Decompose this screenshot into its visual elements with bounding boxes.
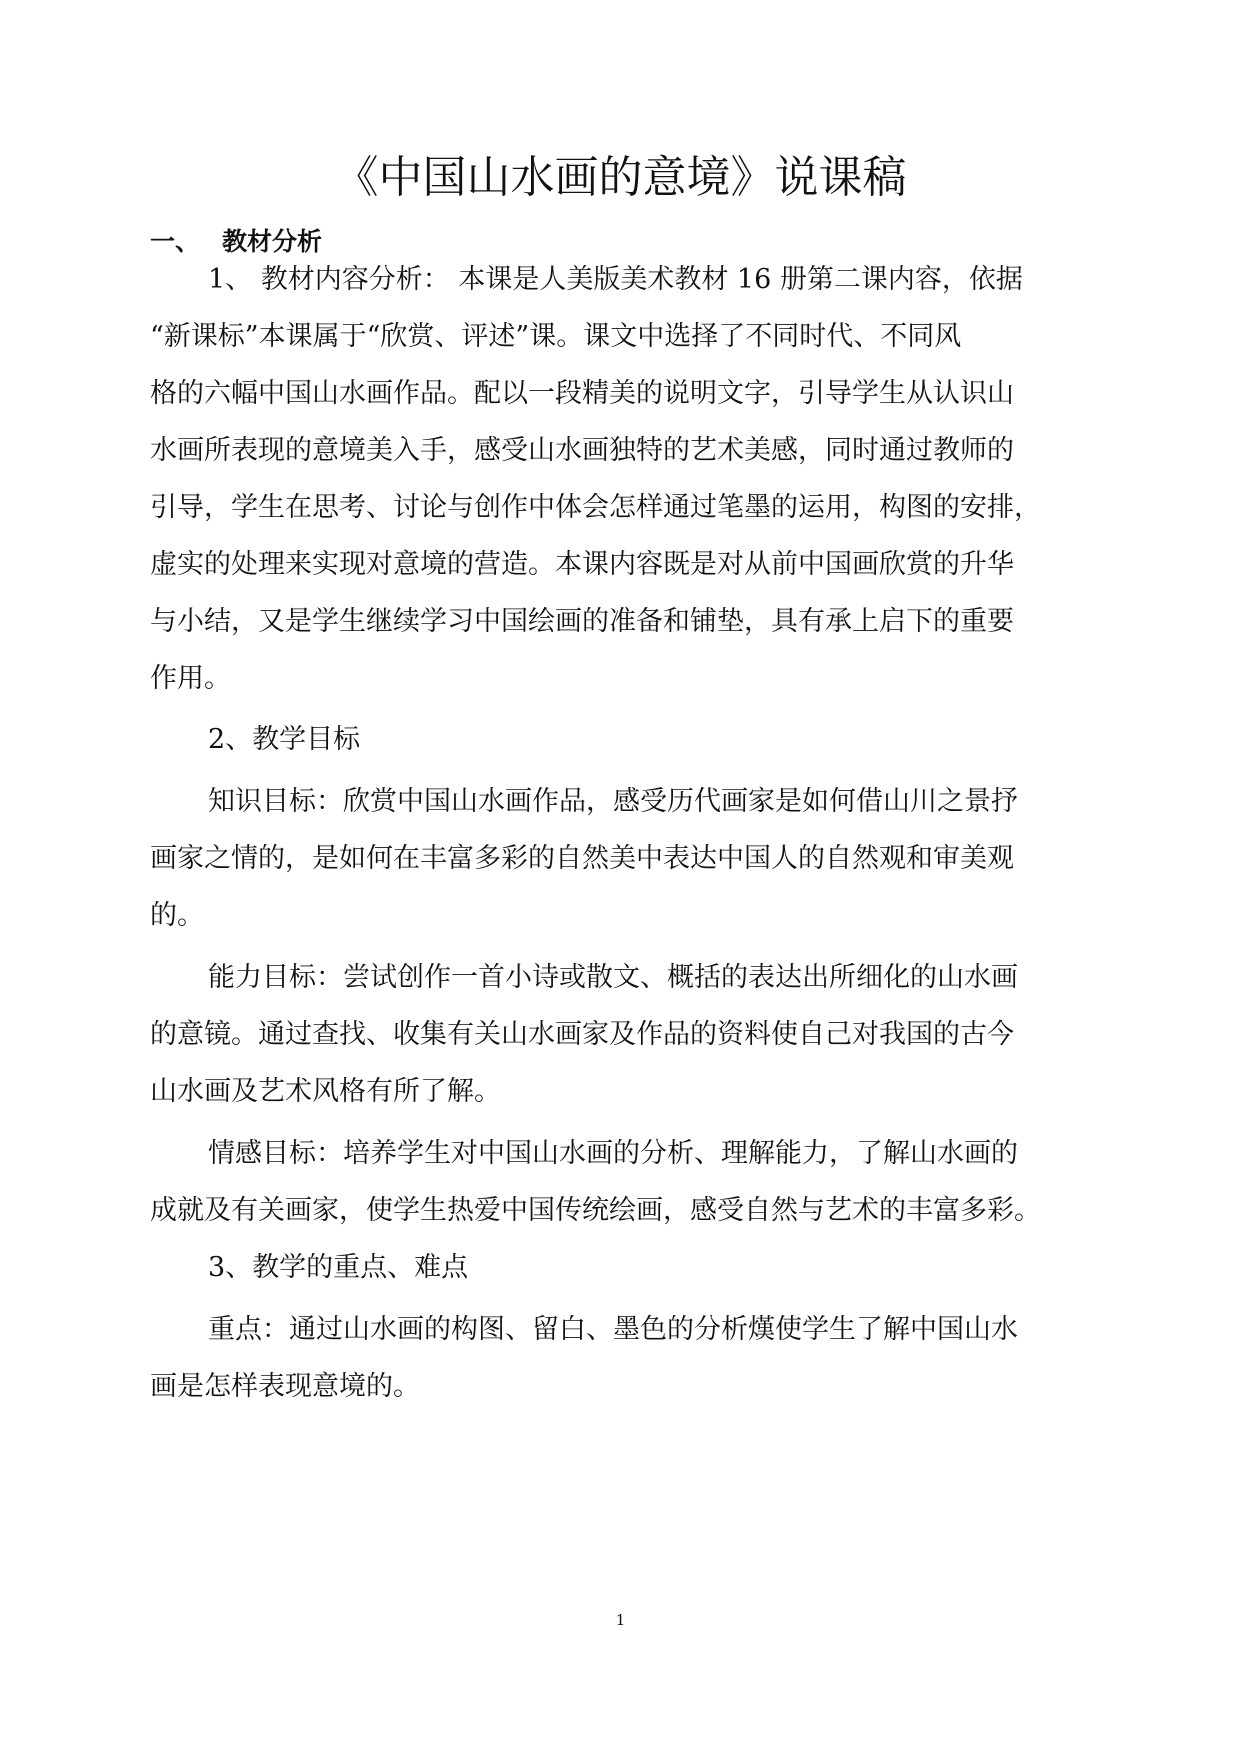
paragraph-line: 格的六幅中国山水画作品。配以一段精美的说明文字，引导学生从认识山 [150, 378, 1014, 409]
paragraph-line: 成就及有关画家，使学生热爱中国传统绘画，感受自然与艺术的丰富多彩。 [150, 1195, 1041, 1226]
paragraph-line: 能力目标：尝试创作一首小诗或散文、概括的表达出所细化的山水画 [208, 962, 1018, 993]
paragraph-line: 画是怎样表现意境的。 [150, 1371, 420, 1402]
paragraph-line: 重点：通过山水画的构图、留白、墨色的分析熯使学生了解中国山水 [208, 1314, 1018, 1345]
paragraph-line: 1、 教材内容分析： 本课是人美版美术教材 16 册第二课内容，依据 [208, 264, 1023, 295]
subheading-teaching-goals: 2、教学目标 [208, 724, 361, 755]
paragraph-line: 山水画及艺术风格有所了解。 [150, 1076, 501, 1107]
paragraph-line: 虚实的处理来实现对意境的营造。本课内容既是对从前中国画欣赏的升华 [150, 549, 1014, 580]
paragraph-line: 画家之情的，是如何在丰富多彩的自然美中表达中国人的自然观和审美观 [150, 843, 1014, 874]
page-number: 1 [615, 1611, 626, 1629]
paragraph-line: 知识目标：欣赏中国山水画作品，感受历代画家是如何借山川之景抒 [208, 786, 1018, 817]
paragraph-line: 与小结，又是学生继续学习中国绘画的准备和铺垫，具有承上启下的重要 [150, 606, 1014, 637]
paragraph-line: 水画所表现的意境美入手，感受山水画独特的艺术美感，同时通过教师的 [150, 435, 1014, 466]
paragraph-line: 作用。 [150, 663, 231, 694]
paragraph-line: 引导，学生在思考、讨论与创作中体会怎样通过笔墨的运用，构图的安排， [150, 492, 1041, 523]
subheading-key-points: 3、教学的重点、难点 [208, 1252, 469, 1283]
section-heading [150, 222, 322, 262]
section-heading-text: 教材分析 [222, 227, 323, 256]
paragraph-line: 情感目标：培养学生对中国山水画的分析、理解能力，了解山水画的 [208, 1138, 1018, 1169]
paragraph-line: 的。 [150, 900, 204, 931]
section-number: 一、 [150, 227, 201, 256]
paragraph-line: “新课标”本课属于“欣赏、评述”课。课文中选择了不同时代、不同风 [150, 321, 962, 352]
page-title: 《中国山水画的意境》说课稿 [334, 152, 907, 203]
paragraph-line: 的意镜。通过查找、收集有关山水画家及作品的资料使自己对我国的古今 [150, 1019, 1014, 1050]
